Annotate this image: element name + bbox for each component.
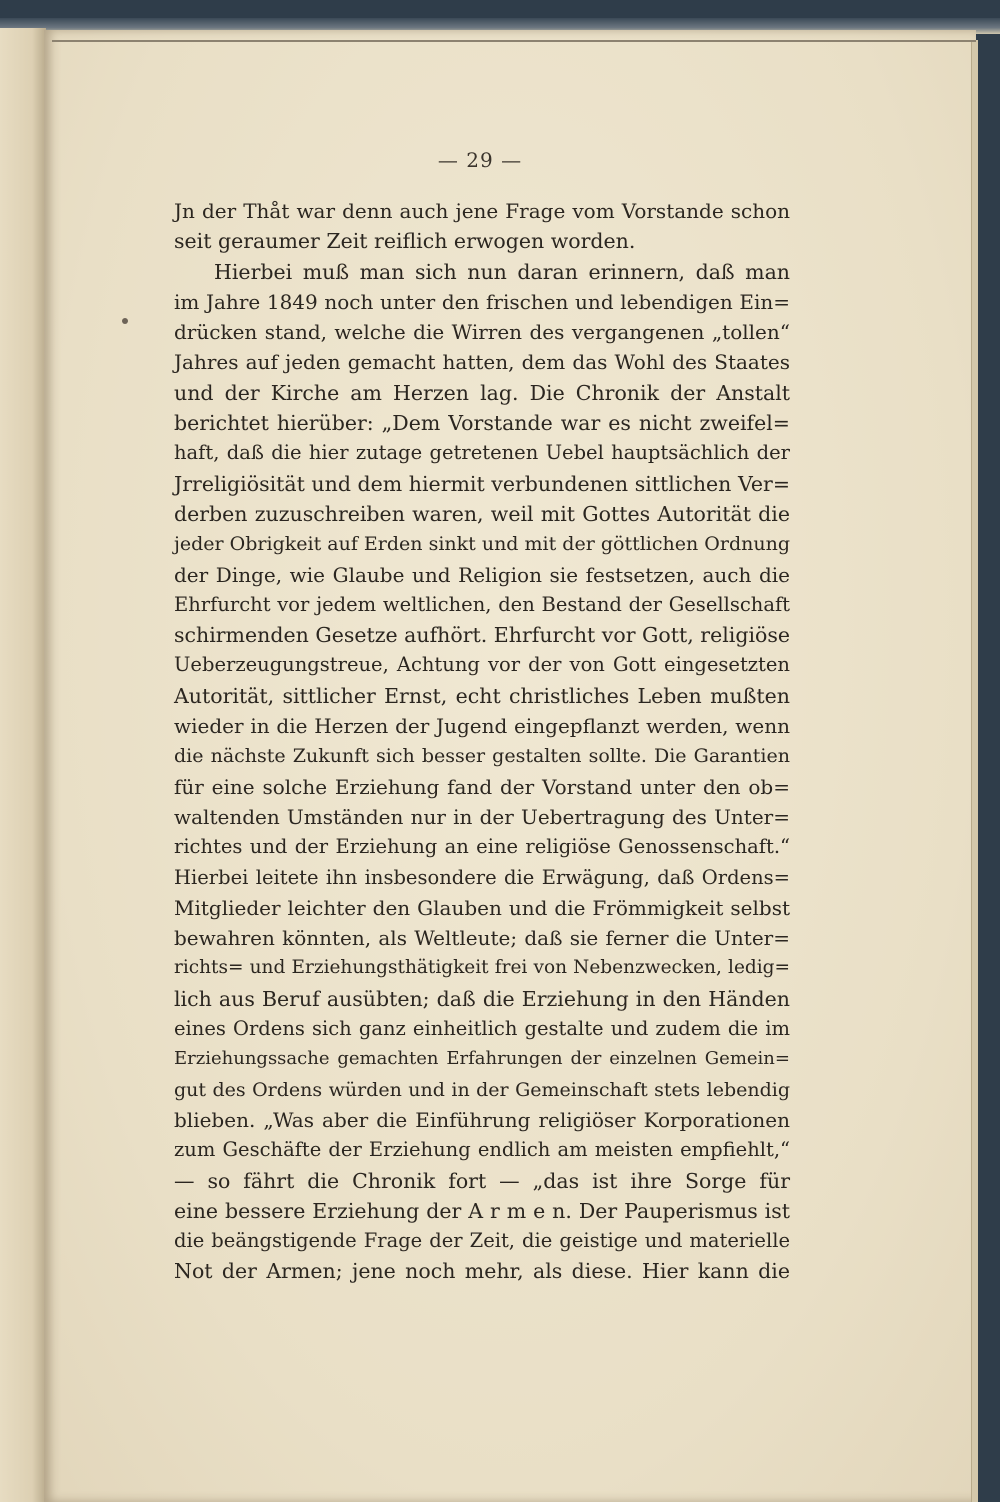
margin-mark xyxy=(122,318,128,324)
text-line: Ehrfurcht vor jedem weltlichen, den Bestand der Gesellschaft xyxy=(174,592,790,616)
text-line: haft, daß die hier zutage getretenen Uebel hauptsächlich der xyxy=(174,441,790,465)
facing-page-edge xyxy=(0,28,46,1502)
text-line: drücken stand, welche die Wirren des vergangenen „tollen“ xyxy=(174,320,790,345)
text-line: für eine solche Erziehung fand der Vorstand unter den ob= xyxy=(174,774,790,799)
text-line: Mitglieder leichter den Glauben und die Frömmigkeit selbst xyxy=(174,895,790,920)
text-line: richts= und Erziehungsthätigkeit frei von Nebenzwecken, ledig= xyxy=(174,957,790,979)
text-line: und der Kirche am Herzen lag. Die Chronik der Anstalt xyxy=(174,380,790,405)
text-line: jeder Obrigkeit auf Erden sinkt und mit der göttlichen Ordnung xyxy=(174,533,790,556)
text-line: Erziehungssache gemachten Erfahrungen der einzelnen Gemein= xyxy=(174,1048,790,1070)
page-top-rule xyxy=(52,40,976,42)
text-line: im Jahre 1849 noch unter den frischen und lebendigen Ein= xyxy=(174,289,790,314)
text-line: Hierbei leitete ihn insbesondere die Erwägung, daß Ordens= xyxy=(174,865,790,889)
text-line: Jn der Thåt war denn auch jene Frage vom Vorstande schon xyxy=(174,199,790,223)
text-line: berichtet hierüber: „Dem Vorstande war es nicht zweifel= xyxy=(174,411,790,436)
text-line: der Dinge, wie Glaube und Religion sie festsetzen, auch die xyxy=(174,562,790,587)
text-line: lich aus Beruf ausübten; daß die Erziehung in den Händen xyxy=(174,986,790,1011)
text-line: blieben. „Was aber die Einführung religiöser Korporationen xyxy=(174,1107,790,1132)
text-line: schirmenden Gesetze aufhört. Ehrfurcht vor Gott, religiöse xyxy=(174,623,790,648)
text-line: die nächste Zukunft sich besser gestalten sollte. Die Garantien xyxy=(174,745,790,768)
text-line: Jahres auf jeden gemacht hatten, dem das Wohl des Staates xyxy=(174,350,790,375)
text-line: bewahren könnten, als Weltleute; daß sie ferner die Unter= xyxy=(174,926,790,951)
text-line: seit geraumer Zeit reiflich erwogen worden. xyxy=(174,229,636,254)
text-line: zum Geschäfte der Erziehung endlich am meisten empfiehlt,“ xyxy=(174,1138,790,1162)
text-line: derben zuzuschreiben waren, weil mit Gottes Autorität die xyxy=(174,501,790,526)
text-line: — so fährt die Chronik fort — „das ist ihre Sorge für xyxy=(174,1168,790,1193)
text-line: Not der Armen; jene noch mehr, als diese. Hier kann die xyxy=(174,1259,790,1284)
text-line: wieder in die Herzen der Jugend eingepflanzt werden, wenn xyxy=(174,714,790,739)
text-line: Hierbei muß man sich nun daran erinnern, daß man xyxy=(214,259,790,284)
text-line: waltenden Umständen nur in der Uebertragung des Unter= xyxy=(174,804,790,829)
text-line: Jrreligiösität und dem hiermit verbundenen sittlichen Ver= xyxy=(174,471,790,496)
page-fore-edge xyxy=(971,40,978,1502)
page-number: — 29 — xyxy=(437,148,523,172)
text-line: gut des Ordens würden und in der Gemeinschaft stets lebendig xyxy=(174,1078,790,1101)
text-line: Autorität, sittlicher Ernst, echt christliches Leben mußten xyxy=(174,683,790,708)
text-line: eine bessere Erziehung der A r m e n. Der Pauperismus ist xyxy=(174,1198,790,1223)
text-line: die beängstigende Frage der Zeit, die geistige und materielle xyxy=(174,1229,790,1253)
text-line: richtes und der Erziehung an eine religiöse Genossenschaft.“ xyxy=(174,835,790,859)
text-line: eines Ordens sich ganz einheitlich gestalte und zudem die im xyxy=(174,1017,790,1041)
body-text xyxy=(174,196,790,1287)
text-line: Ueberzeugungstreue, Achtung vor der von Gott eingesetzten xyxy=(174,653,790,677)
